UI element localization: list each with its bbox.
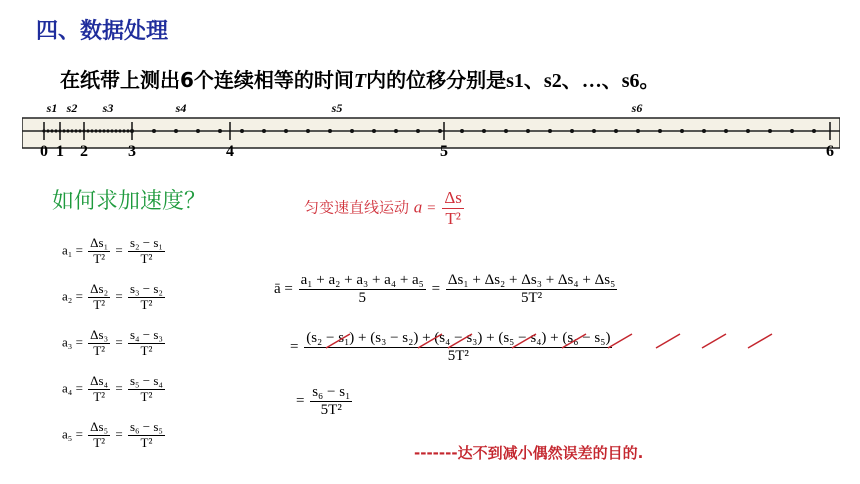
cancellation-strokes [300, 328, 780, 354]
accel-symbol: a [413, 197, 423, 217]
tape-dot [570, 129, 574, 133]
mean-line-1: ā = $\frac{\text{a₁ + a₂ + a₃ + a₄ + a₅}}{5}$ = $\frac{\text{Δs₁ + Δs₂ + Δs₃ + Δs₄ + Δs₅}}{\text{5T²}}$ [274, 272, 616, 307]
tape-dot [790, 129, 794, 133]
tape-segment-label: s2 [66, 101, 78, 115]
uniform-num: Δs [444, 188, 462, 207]
equation-a5: a₅ = $\frac{\text{Δs₅}}{\text{T²}}$ = $\frac{\text{s₆ − s₅}}{\text{T²}}$ [62, 419, 163, 450]
question-text: 如何求加速度？ [52, 189, 207, 214]
tape-dot [114, 129, 117, 132]
tape-dot [74, 129, 77, 132]
tape-dot [90, 129, 93, 132]
tape-dot [482, 129, 486, 133]
tape-dot [174, 129, 178, 133]
tape-dot [394, 129, 398, 133]
tape-segment-label: s1 [46, 101, 58, 115]
mean-line-3: = $\frac{\text{s₆ − s₁}}{\text{5T²}}$ [296, 384, 351, 419]
tape-dot [152, 129, 156, 133]
uniform-fraction [442, 188, 464, 228]
tape-dot [54, 129, 57, 132]
tape-dot [66, 129, 69, 132]
tape-dot [438, 129, 442, 133]
tape-dot [504, 129, 508, 133]
tape-dot [284, 129, 288, 133]
uniform-den: T² [445, 208, 461, 228]
sentence-middle: 内的位移分别是 [366, 68, 507, 92]
tape-dot [196, 129, 200, 133]
tape-dot [262, 129, 266, 133]
tape-dot [62, 129, 65, 132]
tape-dot [548, 129, 552, 133]
tape-tick-label: 4 [226, 143, 234, 160]
period-symbol: T [353, 70, 367, 92]
tape-dot [46, 129, 49, 132]
tape-segment-label: s6 [631, 101, 643, 115]
problem-sentence [60, 64, 660, 93]
tape-dot [78, 129, 81, 132]
tape-dot [636, 129, 640, 133]
tape-dot [812, 129, 816, 133]
mean-symbol: ā [274, 281, 281, 298]
tape-dot [306, 129, 310, 133]
uniform-label: 匀变速直线运动 [304, 198, 410, 217]
tape-segment-labels [46, 101, 643, 115]
tape-dot [98, 129, 101, 132]
tape-dot [526, 129, 530, 133]
tape-dot [328, 129, 332, 133]
uniform-motion-formula: 匀变速直线运动 a = $\frac{\Delta s}{\text{T²}}$ [304, 188, 462, 228]
tape-dot [460, 129, 464, 133]
tape-segment-label: s4 [175, 101, 187, 115]
tape-dot [372, 129, 376, 133]
tape-tick-label: 1 [56, 143, 64, 160]
tape-dot [102, 129, 105, 132]
section-heading: 四、数据处理 [36, 19, 169, 44]
sentence-tail: s1、s2、…、s6。 [506, 70, 660, 92]
tape-dot [746, 129, 750, 133]
tape-dot [122, 129, 125, 132]
tape-dot [240, 129, 244, 133]
tape-segment-label: s5 [331, 101, 343, 115]
conclusion-note: -------达不到减小偶然误差的目的. [414, 444, 644, 462]
tape-dot [724, 129, 728, 133]
tape-dot [658, 129, 662, 133]
tape-tick-label: 5 [440, 143, 448, 160]
tape-tick-label: 2 [80, 143, 88, 160]
sentence-prefix: 在纸带上测出6个连续相等的时间 [60, 68, 354, 92]
paper-tape-figure [22, 98, 840, 164]
tape-tick-label: 3 [128, 143, 136, 160]
tape-strip [22, 118, 840, 148]
tape-dot [118, 129, 121, 132]
tape-dot [592, 129, 596, 133]
tape-dot [702, 129, 706, 133]
tape-dot [86, 129, 89, 132]
tape-tick-label: 6 [826, 143, 834, 160]
tape-dot [126, 129, 129, 132]
tape-dot [94, 129, 97, 132]
left-equations [62, 236, 242, 466]
tape-dot [110, 129, 113, 132]
equation-a4: a₄ = $\frac{\text{Δs₄}}{\text{T²}}$ = $\frac{\text{s₅ − s₄}}{\text{T²}}$ [62, 373, 163, 404]
tape-dot [614, 129, 618, 133]
tape-dot [106, 129, 109, 132]
equation-a1: a₁ = $\frac{\text{Δs₁}}{\text{T²}}$ = $\frac{\text{s₂ − s₁}}{\text{T²}}$ [62, 235, 163, 266]
tape-dot [416, 129, 420, 133]
tape-dot [50, 129, 53, 132]
mean-line-2: = $\frac{\text{(s₂ − s₁) + (s₃ − s₂) + (s₄ − s₃) + (s₅ − s₄) + (s₆ − s₅)}}{\text{5T²}}$ [290, 330, 611, 365]
tape-tick-label: 0 [40, 143, 48, 160]
cancellation-fraction: $\frac{\text{(s₂ − s₁) + (s₃ − s₂) + (s₄ − s₃) + (s₅ − s₄) + (s₆ − s₅)}}{\text{5T²}}$ [306, 330, 611, 365]
tape-dot [350, 129, 354, 133]
tape-dot [768, 129, 772, 133]
tape-dot [680, 129, 684, 133]
equation-a2: a₂ = $\frac{\text{Δs₂}}{\text{T²}}$ = $\frac{\text{s₃ − s₂}}{\text{T²}}$ [62, 281, 163, 312]
tape-dot [218, 129, 222, 133]
tape-dot [70, 129, 73, 132]
equation-a3: a₃ = $\frac{\text{Δs₃}}{\text{T²}}$ = $\frac{\text{s₄ − s₃}}{\text{T²}}$ [62, 327, 163, 358]
tape-segment-label: s3 [102, 101, 114, 115]
